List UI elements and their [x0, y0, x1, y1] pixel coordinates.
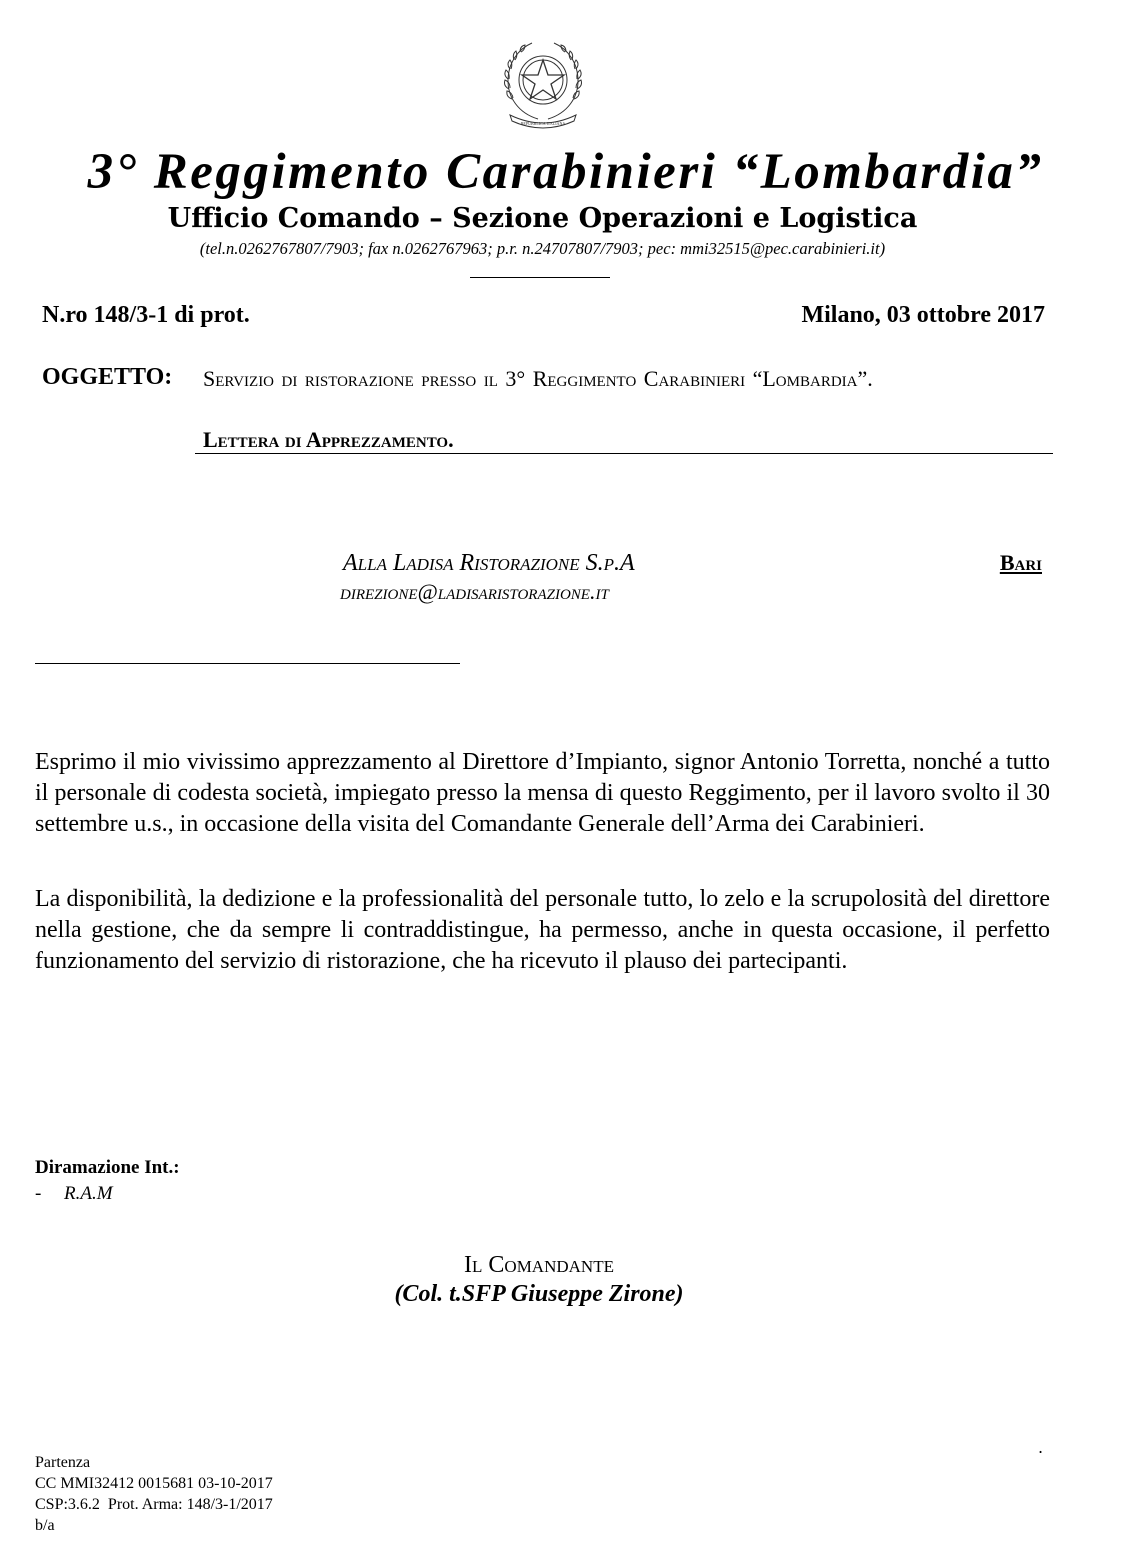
distribution-item-name: R.A.M: [64, 1183, 113, 1204]
footer-line: CC MMI32412 0015681 03-10-2017: [35, 1475, 273, 1492]
header-divider: [470, 277, 610, 278]
regiment-title: 3° Reggimento Carabinieri “Lombardia”: [87, 144, 1044, 200]
body-paragraph: La disponibilità, la dedizione e la professionalità del personale tutto, lo zelo e la scrupolosità del direttore nella gestione, che da sempre li contraddistingue, ha permesso, anche in questa occasione, il perfetto funzionamento del servizio di ristorazione, che ha ricevuto il plauso dei partecipanti.: [35, 886, 1050, 974]
footer-line: b/a: [35, 1517, 55, 1534]
distribution-item: [35, 1181, 113, 1207]
signatory-role: Il Comandante: [464, 1252, 614, 1278]
svg-text:REPUBBLICA ITALIANA: REPUBBLICA ITALIANA: [520, 121, 566, 126]
subject-label: OGGETTO:: [42, 364, 173, 390]
recipient-city: Bari: [999, 550, 1042, 575]
distribution-bullet: -: [35, 1183, 42, 1204]
footer-mark: .: [1038, 1438, 1044, 1457]
subject-text: Servizio di ristorazione presso il 3° Reggimento Carabinieri “Lombardia”.: [203, 366, 873, 391]
footer-line: Partenza: [35, 1454, 91, 1471]
signatory-name: (Col. t.SFP Giuseppe Zirone): [394, 1281, 684, 1307]
protocol-number: N.ro 148/3-1 di prot.: [42, 302, 250, 328]
recipient-name: Alla Ladisa Ristorazione S.p.A: [343, 550, 635, 576]
recipient-email: direzione@ladisaristorazione.it: [340, 579, 609, 604]
contact-details: (tel.n.0262767807/7903; fax n.0262767963; p.r. n.24707807/7903; pec: mmi32515@pec.carabinieri.it): [199, 239, 886, 258]
body-divider: [35, 663, 460, 664]
italian-republic-emblem-icon: [500, 33, 586, 129]
subject-subtitle: Lettera di Apprezzamento.: [203, 427, 454, 452]
footer-line: CSP:3.6.2 Prot. Arma: 148/3-1/2017: [35, 1496, 273, 1513]
subject-divider: [195, 453, 1053, 454]
distribution-title: Diramazione Int.:: [35, 1157, 180, 1178]
office-subtitle: Ufficio Comando – Sezione Operazioni e Logistica: [167, 203, 918, 234]
letter-date: Milano, 03 ottobre 2017: [801, 302, 1045, 328]
body-paragraph: Esprimo il mio vivissimo apprezzamento al Direttore d’Impianto, signor Antonio Torretta, nonché a tutto il personale di codesta società, impiegato presso la mensa di questo Reggimento, per il lavoro svolto il 30 settembre u.s., in occasione della visita del Comandante Generale dell’Arma dei Carabinieri.: [35, 749, 1050, 837]
